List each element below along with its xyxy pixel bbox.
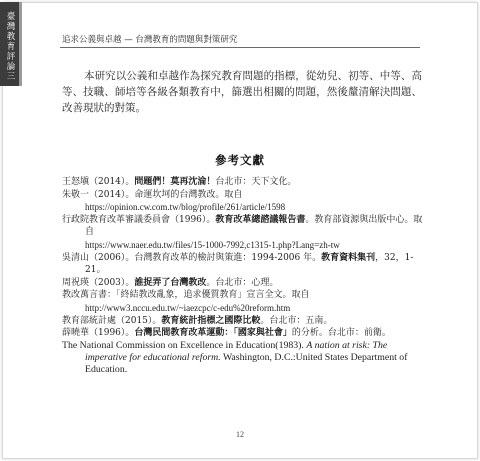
intro-paragraph: 本研究以公義和卓越作為探究教育問題的指標，從幼兒、初等、中等、高等、技職、師培等各級各類教育中，篩選出相關的問題，然後釐清解決問題、改善現狀的對策。 xyxy=(62,70,422,114)
reference-publisher: 的分析。台北市：前衛。 xyxy=(291,328,391,339)
reference-entry xyxy=(62,327,428,340)
reference-title: 教育統計指標之國際比較 xyxy=(161,315,261,326)
reference-entry xyxy=(62,340,428,376)
reference-publisher: Washington, D.C.:United States Department of Education. xyxy=(85,351,408,375)
reference-url-link[interactable]: http://www3.nccu.edu.tw/~iaezcpc/c-edu%20reform.htm xyxy=(85,302,291,313)
reference-text: 教育部統計處（2015）。 xyxy=(62,315,162,326)
reference-entry xyxy=(62,277,428,290)
references-heading: 參考文獻 xyxy=(215,153,265,167)
reference-url-link[interactable]: https://opinion.cw.com.tw/blog/profile/261/article/1598 xyxy=(85,202,286,213)
side-tab-edge xyxy=(19,2,22,86)
reference-publisher: 。台北市：心理。 xyxy=(206,277,279,288)
side-tab-label: 臺灣教育評論三 xyxy=(6,12,16,82)
reference-publisher: 。教育部資源與出版中心。取自 xyxy=(85,214,423,238)
reference-title: 誰捉弄了台灣教改 xyxy=(134,277,207,288)
reference-entry xyxy=(62,289,428,302)
reference-title: A nation at risk: The imperative for educational reform. xyxy=(85,339,388,363)
reference-publisher: 。台北市：五南。 xyxy=(260,315,333,326)
reference-text: 薛曉華（1996）。 xyxy=(62,328,135,339)
reference-text: 行政院教育改革審議委員會（1996）。 xyxy=(62,214,216,225)
reference-title: 台灣民間教育改革運動：「國家與社會」 xyxy=(134,328,292,339)
reference-publisher: 台北市：天下文化。 xyxy=(215,177,297,187)
reference-title: 教育改革總諮議報告書 xyxy=(215,214,306,225)
reference-text: 王怒塡（2014）。 xyxy=(62,177,135,187)
reference-entry xyxy=(62,176,428,189)
reference-list xyxy=(62,176,428,376)
reference-publisher: ，32，1-21。 xyxy=(85,252,414,276)
reference-entry xyxy=(62,189,428,202)
reference-text: 朱敬一（2014）。命運坎坷的台灣教改。取自 xyxy=(62,189,243,200)
reference-text: 教改萬言書：「終結教改亂象，追求優質教育」宣言全文。取自 xyxy=(62,290,310,301)
reference-entry xyxy=(62,252,428,277)
reference-url-link[interactable]: https://www.naer.edu.tw/files/15-1000-7992,c1315-1.php?Lang=zh-tw xyxy=(85,239,340,250)
page-number: 12 xyxy=(236,430,244,439)
reference-text: 吳清山（2006）。台灣教育改革的檢討與策進：1994-2006 年。 xyxy=(62,252,322,263)
reference-entry xyxy=(62,315,428,328)
reference-entry xyxy=(62,214,428,239)
reference-text: 周祝瑛（2003）。 xyxy=(62,277,135,288)
header-divider xyxy=(60,47,420,48)
reference-text: The National Commission on Excellence in Education(1983). xyxy=(62,339,307,351)
reference-title: 問題們！莫再沈淪！ xyxy=(134,177,216,187)
reference-title: 教育資料集刊 xyxy=(321,252,376,263)
running-header-title: 追求公義與卓越 — 台灣教育的問題與對策研究 xyxy=(62,35,238,45)
